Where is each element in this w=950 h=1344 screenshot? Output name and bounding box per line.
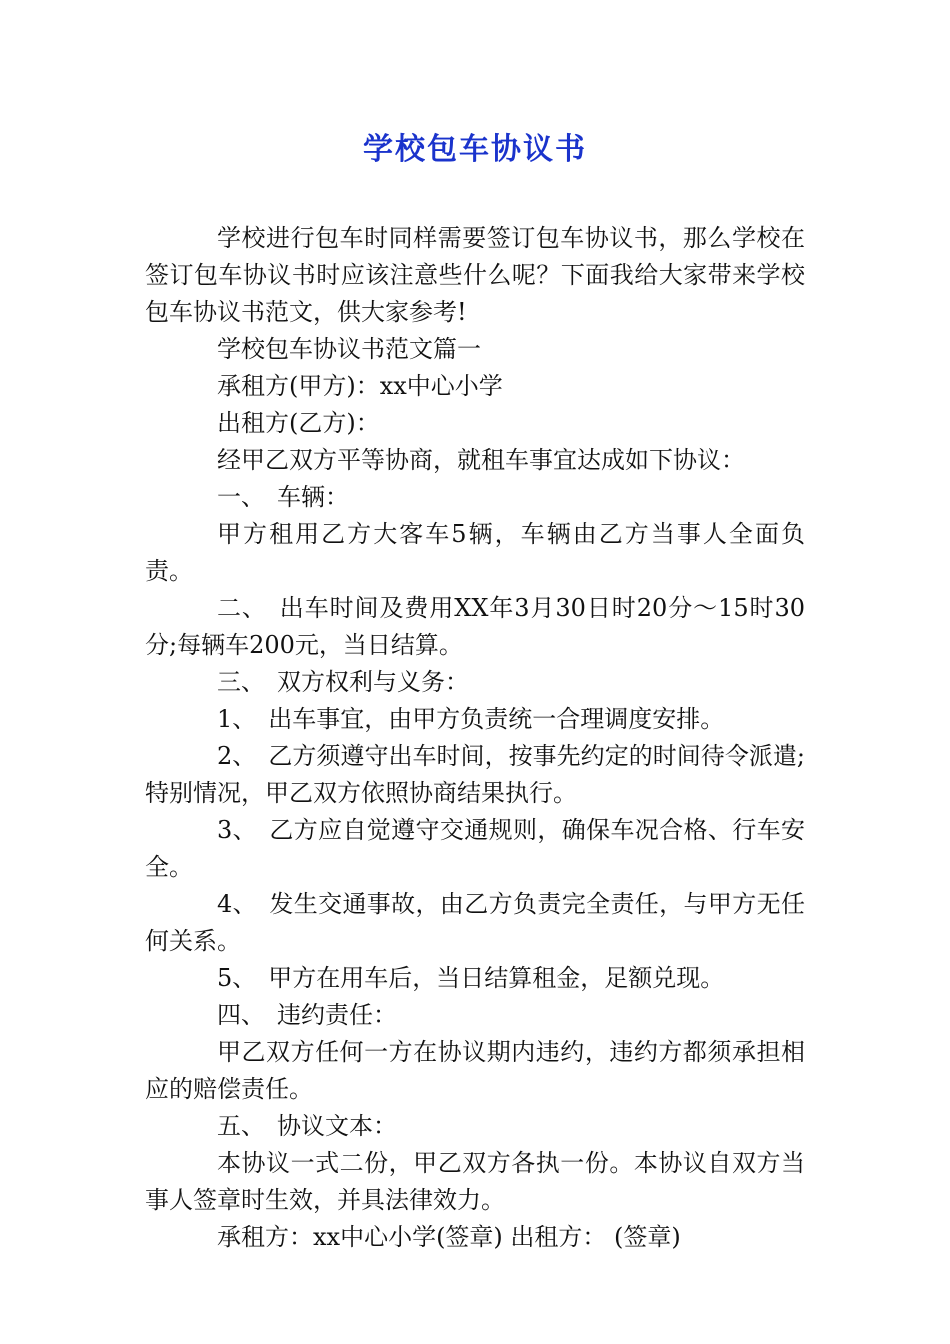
paragraph-agreement-intro: 经甲乙双方平等协商，就租车事宜达成如下协议： xyxy=(217,446,745,474)
paragraph-sample-heading: 学校包车协议书范文篇一 xyxy=(217,335,481,363)
paragraph-liability: 甲乙双方任何一方在协议期内违约，违约方都须承担相应的赔偿责任。 xyxy=(145,1038,805,1103)
list-item-5: 5、 甲方在用车后，当日结算租金，足额兑现。 xyxy=(217,964,725,992)
section-heading-vehicles: 一、 车辆： xyxy=(217,483,349,511)
paragraph-signatures: 承租方：xx中心小学(签章) 出租方： (签章) xyxy=(217,1223,681,1251)
list-item-4: 4、 发生交通事故，由乙方负责完全责任，与甲方无任何关系。 xyxy=(145,890,805,955)
list-item-1: 1、 出车事宜，由甲方负责统一合理调度安排。 xyxy=(217,705,725,733)
paragraph-lessee: 承租方(甲方)：xx中心小学 xyxy=(217,372,503,400)
document-title: 学校包车协议书 xyxy=(363,132,587,167)
list-item-3: 3、 乙方应自觉遵守交通规则，确保车况合格、行车安全。 xyxy=(145,816,805,881)
section-time-and-fees: 二、 出车时间及费用XX年3月30日时20分～15时30分;每辆车200元，当日结算。 xyxy=(145,594,805,659)
paragraph-intro: 学校进行包车时同样需要签订包车协议书，那么学校在签订包车协议书时应该注意些什么呢？下面我给大家带来学校包车协议书范文，供大家参考! xyxy=(145,224,805,326)
section-heading-liability: 四、 违约责任： xyxy=(217,1001,397,1029)
document-body xyxy=(145,220,805,1256)
section-heading-rights: 三、 双方权利与义务： xyxy=(217,668,469,696)
paragraph-lessor: 出租方(乙方)： xyxy=(217,409,380,437)
section-heading-text: 五、 协议文本： xyxy=(217,1112,397,1140)
paragraph-vehicles: 甲方租用乙方大客车5辆，车辆由乙方当事人全面负责。 xyxy=(145,520,805,585)
paragraph-copies: 本协议一式二份，甲乙双方各执一份。本协议自双方当事人签章时生效，并具法律效力。 xyxy=(145,1149,805,1214)
list-item-2: 2、 乙方须遵守出车时间，按事先约定的时间待令派遣;特别情况，甲乙双方依照协商结果执行。 xyxy=(145,742,805,807)
